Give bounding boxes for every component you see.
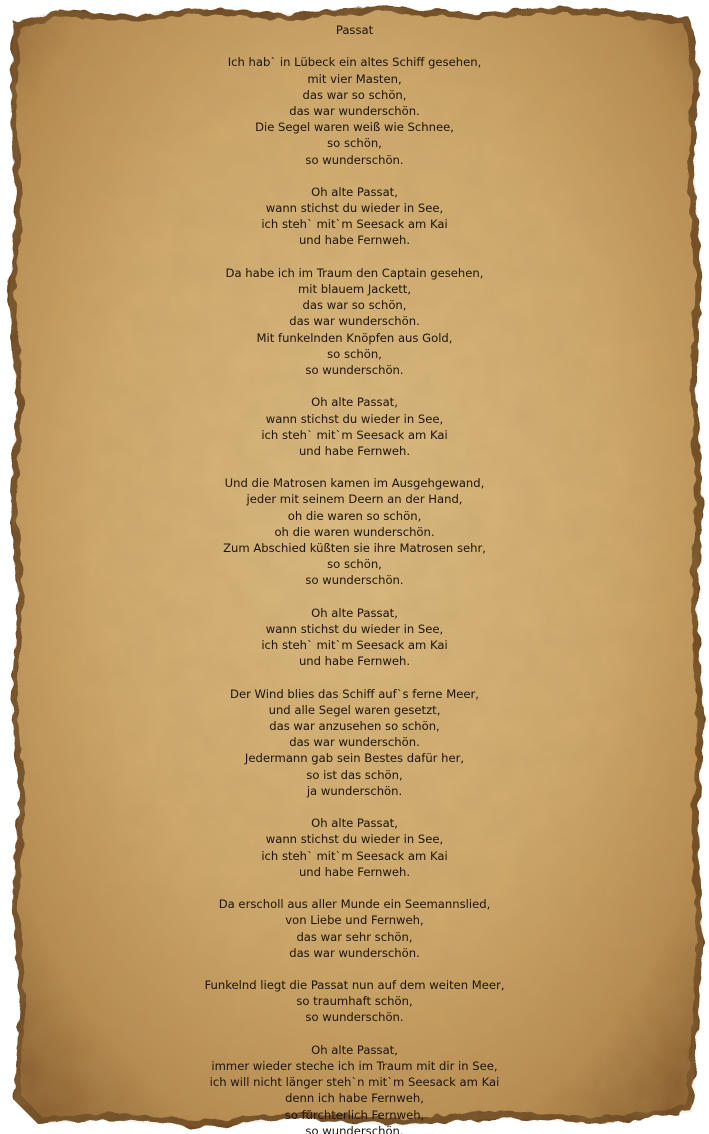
- poem-line: so wunderschön.: [305, 362, 404, 377]
- poem-line: Der Wind blies das Schiff auf`s ferne Meer,: [230, 686, 479, 701]
- poem-line: ja wunderschön.: [306, 783, 403, 798]
- poem-line: oh die waren so schön,: [287, 508, 422, 523]
- poem-line: wann stichst du wieder in See,: [265, 832, 444, 847]
- poem-line: Die Segel waren weiß wie Schnee,: [255, 120, 454, 135]
- poem-line: mit vier Masten,: [307, 71, 402, 86]
- poem-line: wann stichst du wieder in See,: [265, 621, 444, 636]
- poem-line: so schön,: [327, 346, 382, 361]
- poem-line: und habe Fernweh.: [298, 443, 411, 458]
- poem-line: wann stichst du wieder in See,: [265, 411, 444, 426]
- poem-line: und habe Fernweh.: [298, 233, 411, 248]
- poem-line: das war so schön,: [302, 87, 407, 102]
- poem-line: oh die waren wunderschön.: [274, 524, 435, 539]
- poem-line: denn ich habe Fernweh,: [285, 1091, 424, 1106]
- poem-line: Jedermann gab sein Bestes dafür her,: [244, 751, 465, 766]
- poem-text: [40, 22, 669, 1134]
- poem-line: ich will nicht länger steh`n mit`m Seesack am Kai: [209, 1075, 500, 1090]
- poem-line: Funkelnd liegt die Passat nun auf dem weiten Meer,: [204, 978, 505, 993]
- poem-line: mit blauem Jackett,: [298, 282, 411, 296]
- poem-line: so schön,: [327, 136, 382, 151]
- poem-line: wann stichst du wieder in See,: [265, 201, 444, 216]
- poem-line: das war sehr schön,: [296, 929, 413, 944]
- poem-line: und habe Fernweh.: [298, 864, 411, 879]
- poem-line: das war wunderschön.: [289, 945, 420, 960]
- poem-line: so ist das schön,: [306, 767, 403, 782]
- poem-line: jeder mit seinem Deern an der Hand,: [246, 492, 463, 507]
- stanza: [40, 265, 669, 378]
- poem-line: Oh alte Passat,: [311, 1042, 398, 1057]
- stanza: [40, 54, 669, 167]
- poem-line: das war wunderschön.: [289, 314, 420, 329]
- stanza: [40, 815, 669, 880]
- stanza: [40, 977, 669, 1026]
- poem-title: Passat: [335, 23, 374, 37]
- poem-line: so traumhaft schön,: [296, 994, 413, 1009]
- poem-line: Da habe ich im Traum den Captain gesehen,: [225, 265, 484, 280]
- poem-line: Und die Matrosen kamen im Ausgehgewand,: [224, 476, 485, 491]
- poem-line: das war anzusehen so schön,: [269, 719, 440, 734]
- poem-line: so wunderschön.: [305, 1123, 404, 1134]
- poem-line: ich steh` mit`m Seesack am Kai: [261, 848, 448, 863]
- stanza: [40, 686, 669, 799]
- poem-line: Ich hab` in Lübeck ein altes Schiff gesehen,: [227, 55, 482, 70]
- poem-line: ich steh` mit`m Seesack am Kai: [261, 427, 448, 442]
- stanza: [40, 475, 669, 588]
- poem-line: Oh alte Passat,: [311, 816, 398, 831]
- poem-line: und alle Segel waren gesetzt,: [268, 702, 441, 717]
- poem-line: das war wunderschön.: [289, 103, 420, 118]
- stanza: [40, 605, 669, 670]
- poem-line: Da erscholl aus aller Munde ein Seemannslied,: [218, 897, 491, 912]
- poem-line: Oh alte Passat,: [311, 184, 398, 199]
- poem-line: das war wunderschön.: [289, 735, 420, 750]
- poem-line: so wunderschön.: [305, 573, 404, 588]
- poem-line: das war so schön,: [302, 298, 407, 313]
- poem-line: so wunderschön.: [305, 152, 404, 167]
- poem-line: und habe Fernweh.: [298, 654, 411, 669]
- poem-line: so schön,: [327, 557, 382, 572]
- poem-line: ich steh` mit`m Seesack am Kai: [261, 217, 448, 232]
- stanza: [40, 896, 669, 961]
- poem-line: Mit funkelnden Knöpfen aus Gold,: [256, 330, 453, 345]
- poem-line: Oh alte Passat,: [311, 605, 398, 620]
- poem-line: ich steh` mit`m Seesack am Kai: [261, 638, 448, 653]
- poem-line: von Liebe und Fernweh,: [285, 913, 424, 928]
- poem-stanzas: [40, 54, 669, 1134]
- poem-line: Zum Abschied küßten sie ihre Matrosen sehr,: [223, 541, 486, 555]
- stanza: [40, 394, 669, 459]
- poem-line: so wunderschön.: [305, 1010, 404, 1025]
- poem-line: immer wieder steche ich im Traum mit dir in See,: [211, 1059, 498, 1073]
- poem-line: Oh alte Passat,: [311, 395, 398, 410]
- poem-line: so fürchterlich Fernweh,: [284, 1107, 425, 1122]
- stanza: [40, 184, 669, 249]
- stanza: [40, 1042, 669, 1134]
